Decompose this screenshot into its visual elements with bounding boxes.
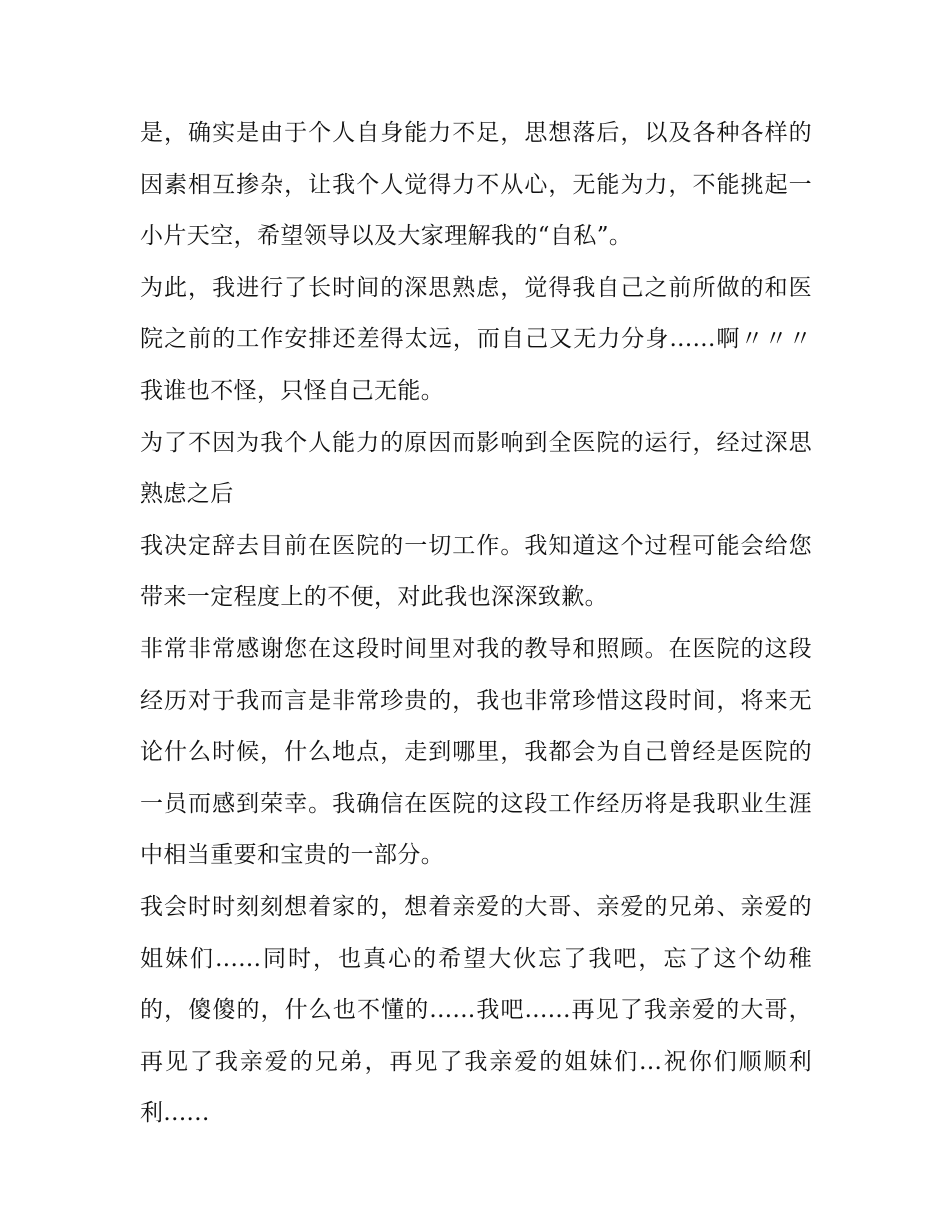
paragraph-4: 我决定辞去目前在医院的一切工作。我知道这个过程可能会给您带来一定程度上的不便，对此我也深深致歉。 bbox=[140, 532, 812, 611]
paragraph-5: 非常非常感谢您在这段时间里对我的教导和照顾。在医院的这段经历对于我而言是非常珍贵的，我也非常珍惜这段时间，将来无论什么时候，什么地点，走到哪里，我都会为自己曾经是医院的一员而感到荣幸。我确信在医院的这段工作经历将是我职业生涯中相当重要和宝贵的一部分。 bbox=[140, 635, 812, 869]
paragraph-3: 为了不因为我个人能力的原因而影响到全医院的运行，经过深思熟虑之后 bbox=[140, 429, 812, 508]
paragraph-2: 为此，我进行了长时间的深思熟虑，觉得我自己之前所做的和医院之前的工作安排还差得太远，而自己又无力分身......啊〃〃〃我谁也不怪，只怪自己无能。 bbox=[140, 274, 812, 404]
paragraph-6: 我会时时刻刻想着家的，想着亲爱的大哥、亲爱的兄弟、亲爱的姐妹们......同时，也真心的希望大伙忘了我吧，忘了这个幼稚的，傻傻的，什么也不懂的......我吧......再见了我亲爱的大哥，再见了我亲爱的兄弟，再见了我亲爱的姐妹们...祝你们顺顺利利...... bbox=[140, 893, 812, 1127]
paragraph-1: 是，确实是由于个人自身能力不足，思想落后，以及各种各样的因素相互掺杂，让我个人觉得力不从心，无能为力，不能挑起一小片天空，希望领导以及大家理解我的“自私”。 bbox=[140, 120, 812, 250]
document-body bbox=[140, 108, 812, 1140]
